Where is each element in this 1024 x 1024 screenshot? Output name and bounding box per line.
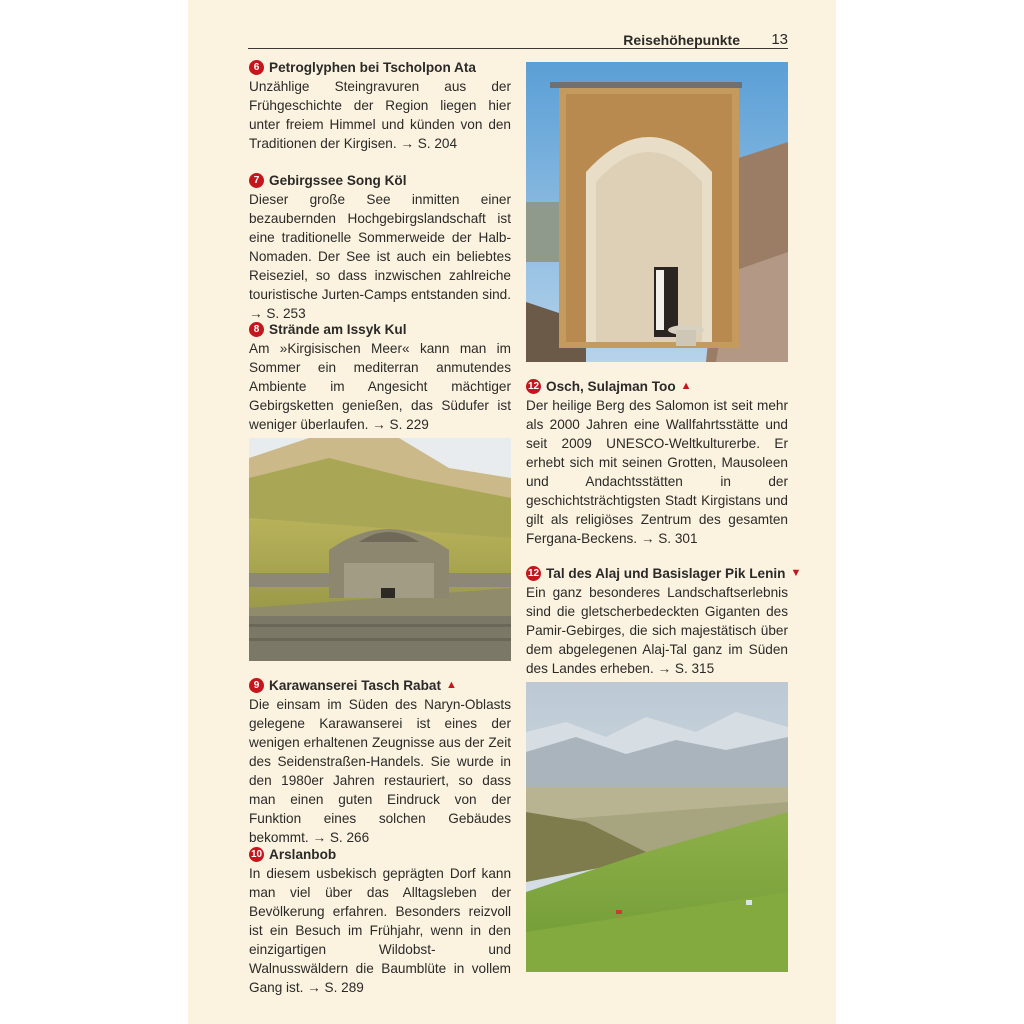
entry-8 <box>249 320 511 434</box>
entry-title <box>249 676 511 695</box>
entry-text: Ein ganz besonderes Landschaftserlebnis sind die gletscherbedeckten Giganten des Pamir-Gebirges, die sich majestätisch über dem abgelegenen Alaj-Tal ganz im Süden des Landes erheben. → S. 315 <box>526 585 788 676</box>
entry-heading: Petroglyphen bei Tscholpon Ata <box>269 60 476 75</box>
entry-text: Am »Kirgisischen Meer« kann man im Sommer ein mediterran anmutendes Ambiente im Angesicht mächtiger Gebirgsketten genießen, das Südufer ist weniger überlaufen. → S. 229 <box>249 341 511 432</box>
triangle-up-icon: ▲ <box>446 679 457 691</box>
entry-text: In diesem usbekisch geprägten Dorf kann man viel über das Alltagsleben der Bevölkerung erfahren. Besonders reizvoll ist ein Besuch im Frühjahr, wenn in den einzigartigen Wildobst- und Walnusswäldern die Baumblüte in vollem Gang ist. → S. 289 <box>249 866 511 995</box>
valley-photo <box>526 682 788 972</box>
caravanserai-photo <box>249 438 511 661</box>
entry-title <box>249 58 511 77</box>
entry-title <box>249 845 511 864</box>
entry-text: Die einsam im Süden des Naryn-Oblasts gelegene Karawanserei ist eines der wenigen erhaltenen Zeugnisse aus der Zeit des Seidenstraßen-Handels. Sie wurde in den 1980er Jahren restauriert, so dass man einen guten Eindruck von der Funktion eines solchen Gebäudes bekommt. → S. 266 <box>249 697 511 845</box>
triangle-up-icon: ▲ <box>680 380 692 392</box>
entry-title <box>249 171 511 190</box>
entry-text: Unzählige Steingravuren aus der Frühgeschichte der Region liegen hier unter freiem Himmel und künden von den Traditionen der Kirgisen. → S. 204 <box>249 79 511 151</box>
entry-12-osch <box>526 377 788 548</box>
number-badge: 7 <box>249 173 264 188</box>
page-number: 13 <box>771 31 788 48</box>
mausoleum-photo <box>526 62 788 362</box>
entry-heading: Strände am Issyk Kul <box>269 322 407 337</box>
entry-heading: Gebirgssee Song Köl <box>269 173 407 188</box>
triangle-down-icon: ▼ <box>790 567 802 579</box>
book-page <box>188 0 836 1024</box>
entry-7 <box>249 171 511 323</box>
number-badge: 9 <box>249 678 264 693</box>
number-badge: 8 <box>249 322 264 337</box>
entry-heading: Osch, Sulajman Too <box>546 379 676 394</box>
number-badge: 12 <box>527 568 540 579</box>
entry-12-alaj <box>526 564 802 678</box>
entry-heading: Karawanserei Tasch Rabat <box>269 678 442 693</box>
entry-9 <box>249 676 511 847</box>
number-badge: 10 <box>250 849 263 860</box>
number-badge: 6 <box>249 60 264 75</box>
running-header <box>248 30 788 49</box>
entry-10 <box>249 845 511 997</box>
entry-title <box>526 377 788 396</box>
number-badge: 12 <box>527 381 540 392</box>
entry-6 <box>249 58 511 153</box>
entry-text: Dieser große See inmitten einer bezaubernden Hochgebirgslandschaft ist eine traditionelle Sommerweide der Halb-Nomaden. Der See ist auch ein beliebtes Reiseziel, so dass inzwischen zahlreiche touristische Jurten-Camps entstanden sind. → S. 253 <box>249 192 511 321</box>
entry-heading: Tal des Alaj und Basislager Pik Lenin <box>546 566 786 581</box>
entry-heading: Arslanbob <box>269 847 337 862</box>
section-title: Reisehöhepunkte <box>623 32 740 48</box>
entry-title <box>249 320 511 339</box>
entry-text: Der heilige Berg des Salomon ist seit mehr als 2000 Jahren eine Wallfahrtsstätte und seit 2009 UNESCO-Weltkulturerbe. Er erhebt sich mit seinen Grotten, Mausoleen und Andachtsstätten in der geschichtsträchtigsten Stadt Kirgistans und gilt als religiöses Zentrum des gesamten Fergana-Beckens. → S. 301 <box>526 398 788 546</box>
entry-title <box>526 564 802 583</box>
